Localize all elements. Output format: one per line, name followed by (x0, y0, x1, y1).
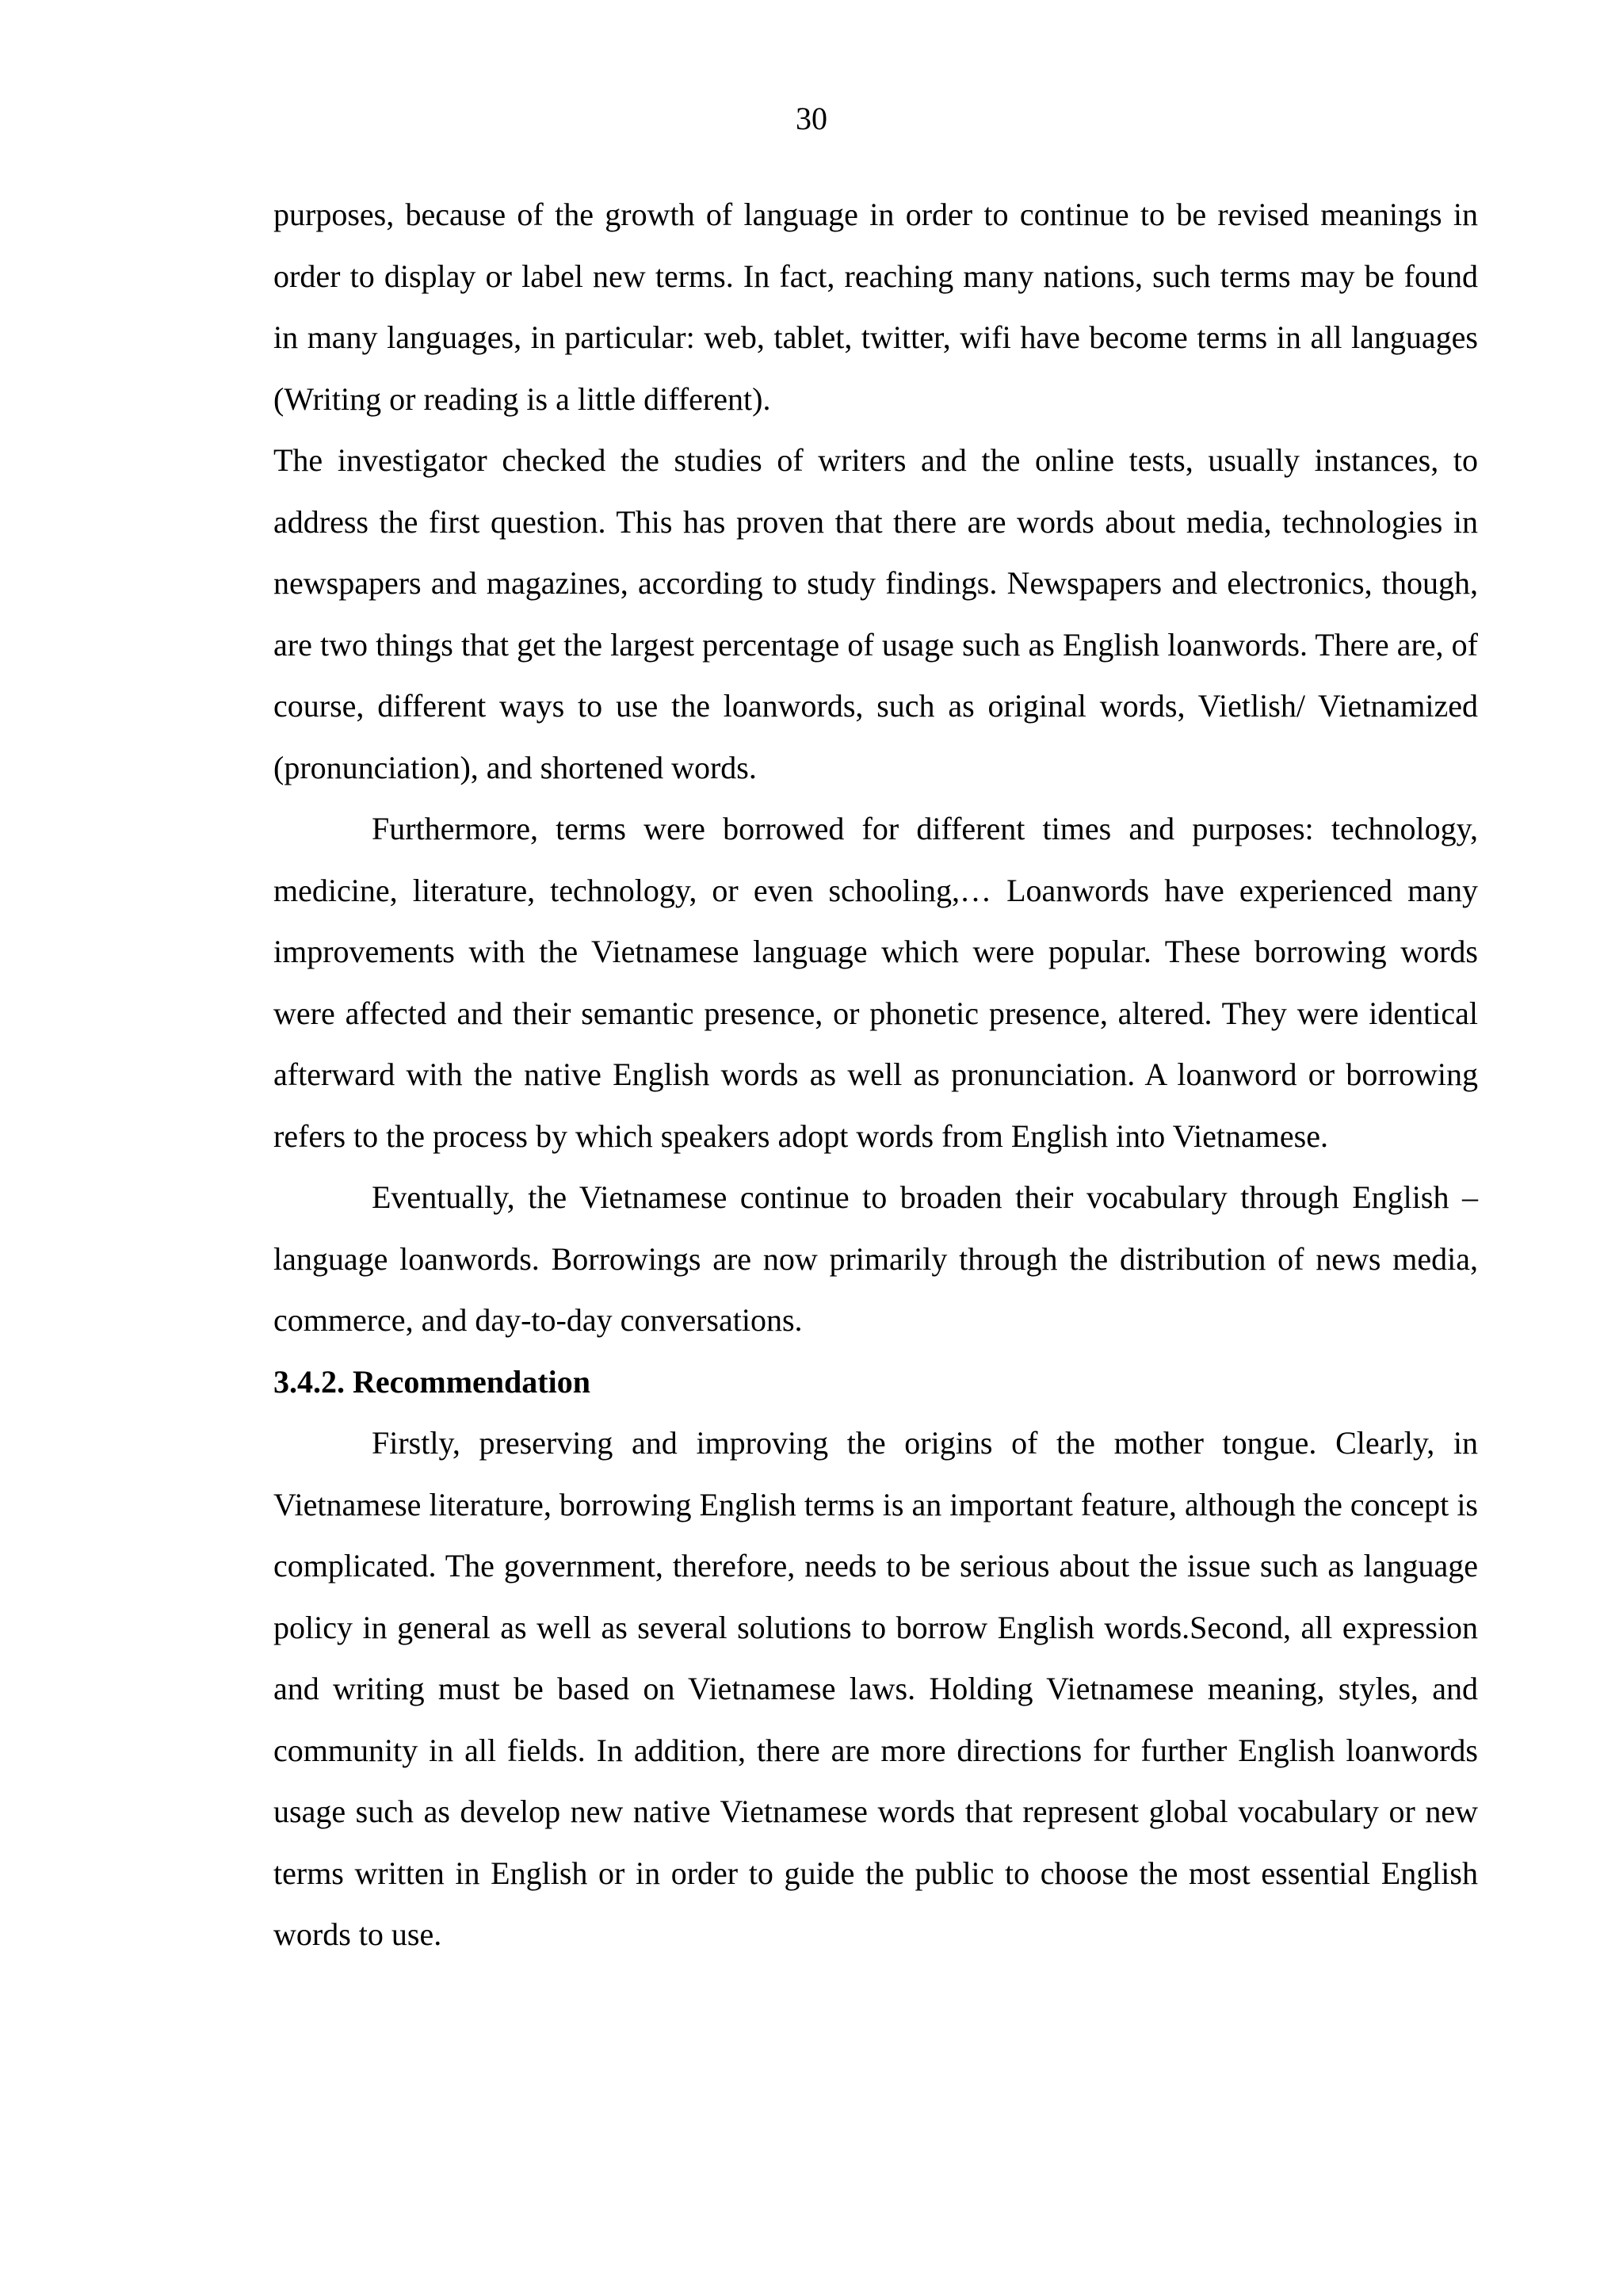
page-number: 30 (796, 101, 827, 136)
paragraph-investigator: The investigator checked the studies of writers and the online tests, usually instances, to address the first question. This has proven that there are words about media, technologies in newspapers and magazines, according to study findings. Newspapers and electronics, though, are two things that get the largest percentage of usage such as English loanwords. There are, of course, different ways to use the loanwords, such as original words, Vietlish/ Vietnamized (pronunciation), and shortened words. (273, 442, 1478, 785)
paragraph-recommendation: Firstly, preserving and improving the origins of the mother tongue. Clearly, in Vietnamese literature, borrowing English terms is an important feature, although the concept is complicated. The government, therefore, needs to be serious about the issue such as language policy in general as well as several solutions to borrow English words.Second, all expression and writing must be based on Vietnamese laws. Holding Vietnamese meaning, styles, and community in all fields. In addition, there are more directions for further English loanwords usage such as develop new native Vietnamese words that represent global vocabulary or new terms written in English or in order to guide the public to choose the most essential English words to use. (273, 1425, 1478, 1952)
paragraph-furthermore: Furthermore, terms were borrowed for different times and purposes: technology, medicine, literature, technology, or even schooling,… Loanwords have experienced many improvements with the Vietnamese language which were popular. These borrowing words were affected and their semantic presence, or phonetic presence, altered. They were identical afterward with the native English words as well as pronunciation. A loanword or borrowing refers to the process by which speakers adopt words from English into Vietnamese. (273, 811, 1478, 1154)
section-heading-recommendation: 3.4.2. Recommendation (273, 1363, 590, 1400)
paragraph-continuation: purposes, because of the growth of language in order to continue to be revised meanings in order to display or label new terms. In fact, reaching many nations, such terms may be found in many languages, in particular: web, tablet, twitter, wifi have become terms in all languages (Writing or reading is a little different). (273, 197, 1478, 417)
paragraph-eventually: Eventually, the Vietnamese continue to broaden their vocabulary through English – language loanwords. Borrowings are now primarily through the distribution of news media, commerce, and day-to-day conversations. (273, 1179, 1478, 1338)
body-text (273, 184, 1478, 1966)
